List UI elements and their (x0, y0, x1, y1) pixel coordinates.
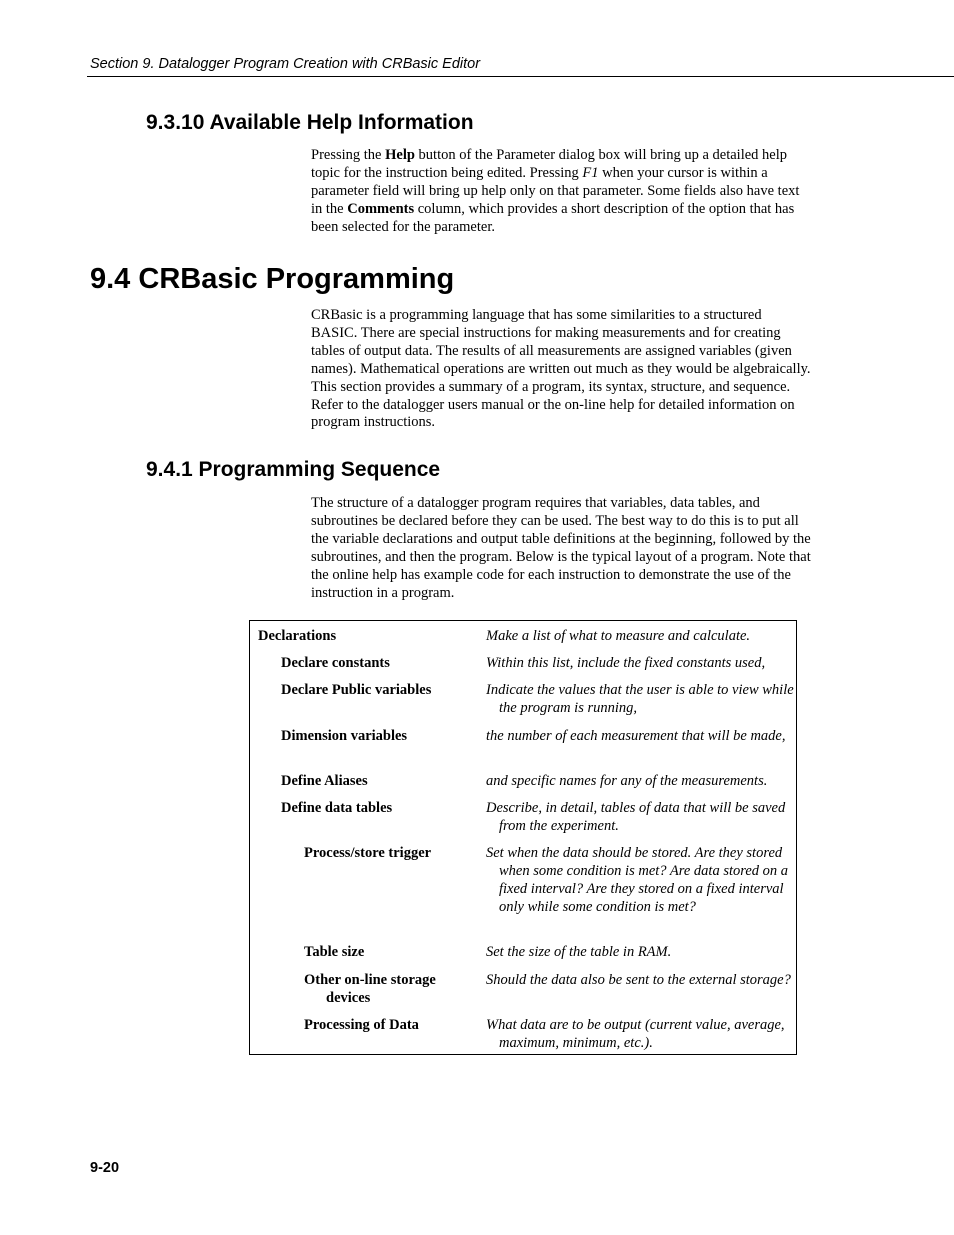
term-process-store-trigger: Process/store trigger (304, 845, 432, 861)
row-description: Describe, in detail, tables of data that will be saved from the experiment. (486, 800, 786, 834)
term-table-size: Table size (304, 944, 365, 960)
help-information-paragraph (311, 147, 811, 237)
term-other-online-storage (304, 971, 464, 1007)
comments-term: Comments (347, 200, 415, 217)
section-heading-9-4: 9.4 CRBasic Programming (90, 263, 455, 295)
term-declarations: Declarations (258, 628, 337, 644)
term-processing-of-data: Processing of Data (304, 1017, 419, 1033)
row-description: Make a list of what to measure and calculate. (486, 628, 751, 644)
help-term: Help (385, 147, 415, 163)
row-description: the number of each measurement that will be made, (486, 728, 786, 744)
crbasic-intro-paragraph: CRBasic is a programming language that has some similarities to a structured BASIC. There are special instructions for making measurements and for creating tables of output data. The results of all measurements are assigned variables (given names). Mathematical operations are written out much as they would be algebraically. This section provides a summary of a program, its syntax, structure, and sequence. Refer to the datalogger users manual or the on-line help for detailed information on program instructions. (311, 307, 811, 431)
para-run: button of the Parameter dialog box will bring up a detailed help topic for the instruction being edited. Pressing (311, 147, 787, 181)
f1-key-term: F1 (582, 164, 599, 181)
header-rule (87, 76, 954, 77)
row-description: Set the size of the table in RAM. (486, 944, 672, 960)
term-declare-public-variables: Declare Public variables (281, 682, 432, 698)
row-description: Indicate the values that the user is able to view while the program is running, (486, 682, 794, 716)
term-define-aliases: Define Aliases (281, 773, 368, 789)
row-description: Set when the data should be stored. Are they stored when some condition is met? Are data stored on a fixed interval? Are they stored on a fixed interval only while some condition is met? (486, 845, 789, 915)
term-define-data-tables: Define data tables (281, 800, 393, 816)
row-description: Should the data also be sent to the external storage? (486, 972, 791, 988)
para-run: when your cursor is within a parameter field will bring up help only on that parameter. Some fields also have text in the (311, 164, 800, 217)
term-dimension-variables: Dimension variables (281, 728, 408, 744)
term-declare-constants: Declare constants (281, 655, 390, 671)
para-run: Pressing the (311, 147, 386, 163)
section-heading-9-3-10: 9.3.10 Available Help Information (146, 111, 474, 134)
term-label: Other on-line storage devices (304, 972, 436, 1006)
para-run: column, which provides a short description of the option that has been selected for the parameter. (311, 200, 795, 235)
section-heading-9-4-1: 9.4.1 Programming Sequence (146, 458, 441, 481)
row-description: What data are to be output (current value, average, maximum, minimum, etc.). (486, 1017, 785, 1051)
row-description: Within this list, include the fixed constants used, (486, 655, 766, 671)
programming-sequence-paragraph: The structure of a datalogger program requires that variables, data tables, and subroutines be declared before they can be used. The best way to do this is to put all the variable declarations and output table definitions at the beginning, followed by the subroutines, and then the program. Below is the typical layout of a program. Note that the online help has example code for each instruction to demonstrate the use of the instruction in a program. (311, 495, 811, 601)
running-header: Section 9. Datalogger Program Creation with CRBasic Editor (90, 56, 481, 72)
program-sequence-table (249, 620, 797, 1055)
row-description: and specific names for any of the measurements. (486, 773, 768, 789)
page-number: 9-20 (90, 1160, 120, 1176)
